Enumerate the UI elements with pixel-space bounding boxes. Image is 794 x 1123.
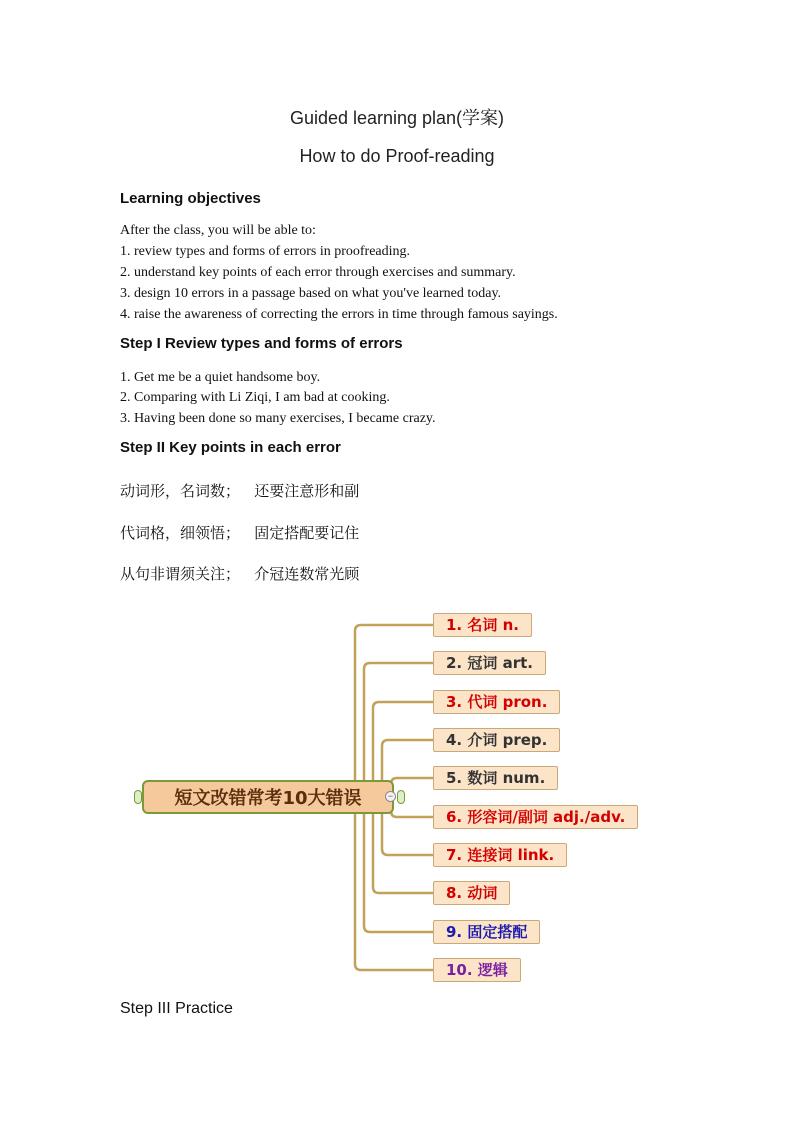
connector-line [355, 625, 433, 797]
mind-map-node[interactable]: 1. 名词 n. [433, 613, 532, 637]
sentence-line: 3. Having been done so many exercises, I became crazy. [120, 411, 436, 426]
left-handle-icon[interactable] [134, 790, 142, 804]
mind-map-node[interactable]: 5. 数词 num. [433, 766, 558, 790]
objective-line: 1. review types and forms of errors in proofreading. [120, 244, 411, 259]
objective-line: 4. raise the awareness of correcting the errors in time through famous sayings. [120, 307, 558, 322]
page-title: Guided learning plan(学案) [289, 108, 505, 128]
mind-map-node[interactable]: 8. 动词 [433, 881, 510, 905]
page-subtitle: How to do Proof-reading [299, 146, 495, 166]
mind-map-node[interactable]: 3. 代词 pron. [433, 690, 560, 714]
right-handle-icon[interactable] [397, 790, 405, 804]
objective-line: After the class, you will be able to: [120, 223, 316, 238]
mind-map-node[interactable]: 7. 连接词 link. [433, 843, 567, 867]
mind-map-central-topic[interactable]: 短文改错常考10大错误 [142, 780, 394, 814]
step1-heading: Step I Review types and forms of errors [120, 335, 403, 352]
connector-line [355, 797, 433, 970]
collapse-icon[interactable]: − [385, 791, 396, 802]
mind-map-node[interactable]: 4. 介词 prep. [433, 728, 560, 752]
sentence-line: 2. Comparing with Li Ziqi, I am bad at cooking. [120, 390, 390, 405]
step3-heading: Step III Practice [120, 1000, 233, 1017]
rhyme-line: 代词格，细领悟； 固定搭配要记住 [120, 524, 360, 542]
objectives-heading: Learning objectives [120, 190, 261, 207]
step2-heading: Step II Key points in each error [120, 439, 341, 456]
mind-map-node[interactable]: 2. 冠词 art. [433, 651, 546, 675]
rhyme-line: 从句非谓须关注； 介冠连数常光顾 [120, 565, 360, 583]
sentence-line: 1. Get me be a quiet handsome boy. [120, 370, 321, 385]
rhyme-line: 动词形，名词数； 还要注意形和副 [120, 482, 360, 500]
objective-line: 2. understand key points of each error through exercises and summary. [120, 265, 516, 280]
mind-map-node[interactable]: 9. 固定搭配 [433, 920, 540, 944]
objective-line: 3. design 10 errors in a passage based on what you've learned today. [120, 286, 502, 301]
mind-map-node[interactable]: 10. 逻辑 [433, 958, 521, 982]
mind-map-node[interactable]: 6. 形容词/副词 adj./adv. [433, 805, 638, 829]
